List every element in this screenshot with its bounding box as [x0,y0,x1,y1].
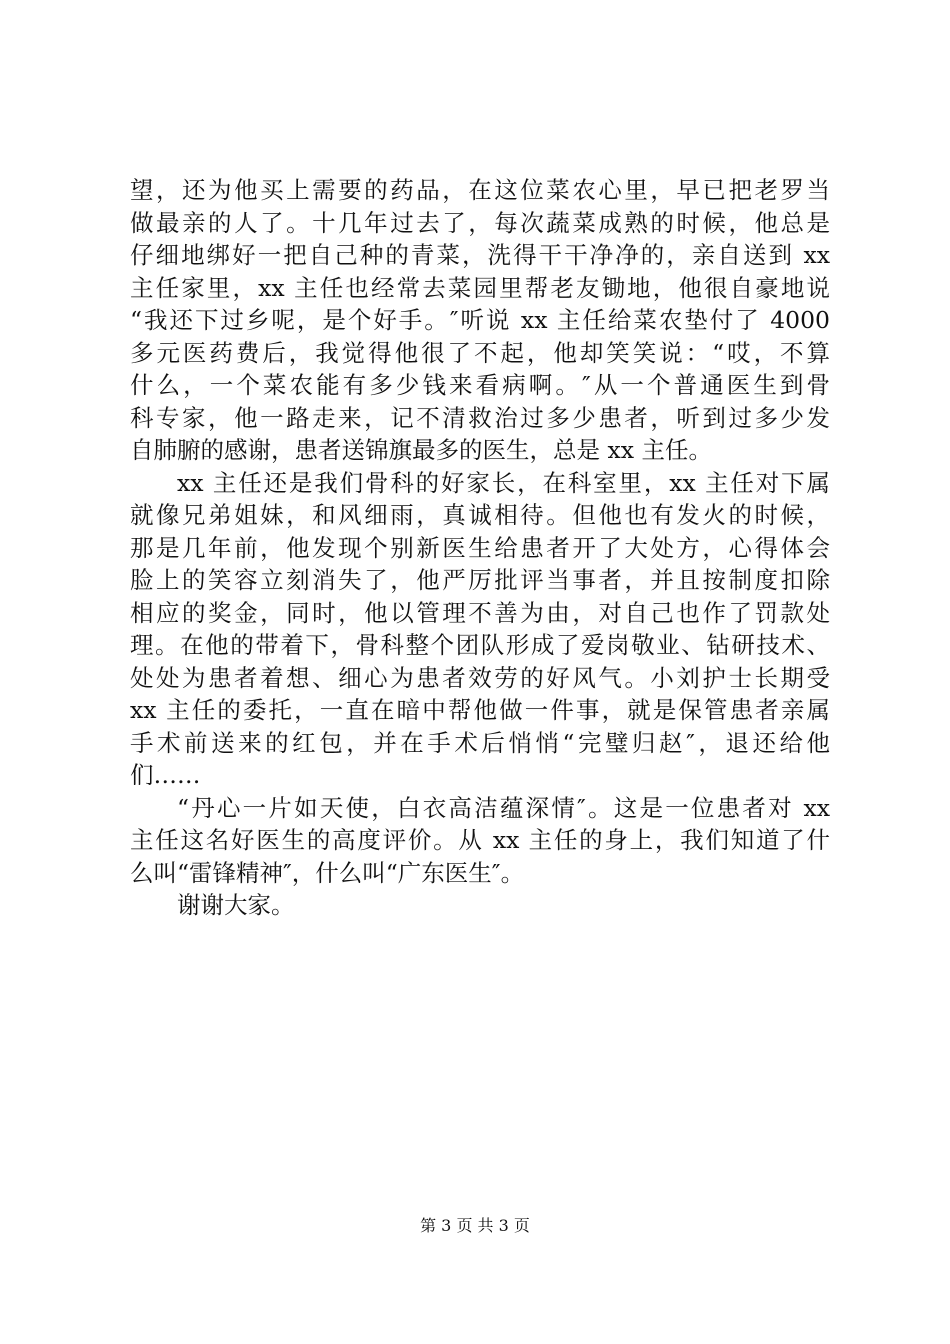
text-line: 谢谢大家。 [177,891,295,919]
text-line: 就像兄弟姐妹，和风细雨，真诚相待。但他也有发火的时候， [130,501,830,529]
text-line: 相应的奖金，同时，他以管理不善为由，对自己也作了罚款处 [130,598,830,627]
text-line: 脸上的笑容立刻消失了，他严厉批评当事者，并且按制度扣除 [130,566,830,594]
paragraph [130,174,830,467]
text-line: 科专家，他一路走来，记不清救治过多少患者，听到过多少发 [130,403,830,432]
text-line: “我还下过乡呢，是个好手。″听说 xx 主任给菜农垫付了 4000 [130,306,830,334]
text-line: 做最亲的人了。十几年过去了，每次蔬菜成熟的时候，他总是 [130,208,830,237]
paragraph [130,467,830,792]
paragraph [130,889,830,922]
text-line: 么叫“雷锋精神″，什么叫“广东医生″。 [130,858,525,887]
text-line: 手术前送来的红包，并在手术后悄悄“完璧归赵″，退还给他 [130,728,830,757]
text-line: xx 主任的委托，一直在暗中帮他做一件事，就是保管患者亲属 [130,696,830,724]
text-line: xx 主任还是我们骨科的好家长，在科室里，xx 主任对下属 [177,468,830,497]
text-line: 们…… [130,761,201,789]
text-line: 多元医药费后，我觉得他很了不起，他却笑笑说：“哎，不算 [130,338,830,367]
text-line: 仔细地绑好一把自己种的青菜，洗得干干净净的，亲自送到 xx [130,241,830,269]
text-line: 处处为患者着想、细心为患者效劳的好风气。小刘护士长期受 [130,663,830,692]
text-line: 什么，一个菜农能有多少钱来看病啊。″从一个普通医生到骨 [130,371,830,399]
text-line: 望，还为他买上需要的药品，在这位菜农心里，早已把老罗当 [130,176,830,204]
text-line: 主任这名好医生的高度评价。从 xx 主任的身上，我们知道了什 [130,826,830,854]
page-number-footer: 第 3 页 共 3 页 [420,1216,530,1235]
text-line: 那是几年前，他发现个别新医生给患者开了大处方，心得体会 [130,533,830,562]
text-line: 自肺腑的感谢，患者送锦旗最多的医生，总是 xx 主任。 [130,436,712,464]
text-line: 理。在他的带着下，骨科整个团队形成了爱岗敬业、钻研技术、 [130,631,830,659]
text-line: 主任家里，xx 主任也经常去菜园里帮老友锄地，他很自豪地说 [130,273,830,302]
text-line: “丹心一片如天使，白衣高洁蕴深情″。这是一位患者对 xx [177,793,830,822]
body-text [130,174,830,922]
paragraph [130,792,830,890]
